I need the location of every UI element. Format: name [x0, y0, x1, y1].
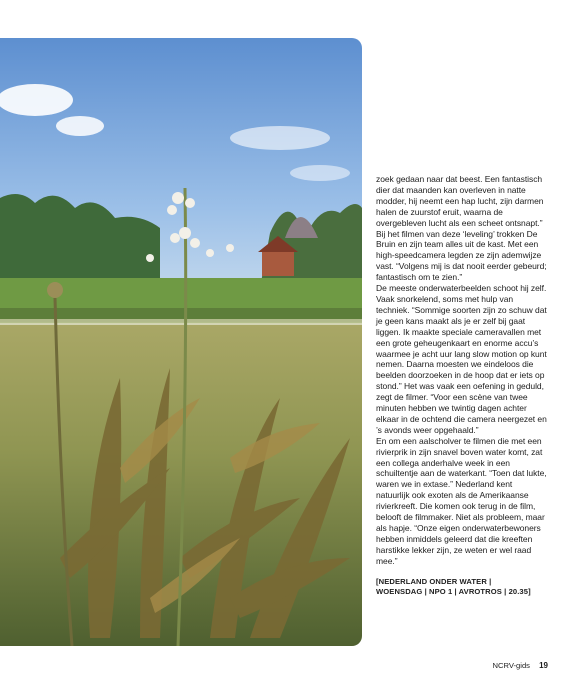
article-paragraph: De meeste onderwaterbeelden schoot hij zelf. Vaak snorkelend, soms met hulp van techniek. “Sommige soorten zijn zo schuw dat je geen kans maakt als je er zelf bij gaat liggen. Ik maakte speciale cameravallen met een grote geheugenkaart en enorme accu’s waarmee je acht uur lang slow motion op kunt nemen. Daarna moesten we eindeloos die beelden doorzoeken in de hoop dat er iets op stond.” Het was vaak een oefening in geduld, zegt de filmer. “Voor een scène van twee minuten hebben we twintig dagen achter elkaar in de ochtend die camera neergezet en ’s avonds weer opgehaald.” — [376, 283, 547, 435]
article-paragraph: zoek gedaan naar dat beest. Een fantastisch dier dat maanden kan overleven in natte modder, hij neemt een hap lucht, zijn darmen halen de zuurstof eruit, waarna de overgebleven lucht als een scheet ontsnapt.” Bij het filmen van deze ‘leveling’ trokken De Bruin en zijn team alles uit de kast. Met een high-speedcamera legden ze zijn ademwijze vast. “Volgens mij is dat nooit eerder gebeurd; fantastisch om te zien.” — [376, 174, 547, 283]
page-number: 19 — [539, 661, 548, 670]
photo-water-plants — [0, 38, 362, 646]
page-footer — [493, 661, 548, 670]
publication-name: NCRV-gids — [492, 661, 530, 670]
article-paragraph: En om een aalscholver te filmen die met een rivierprik in zijn snavel boven water komt, zat een collega anderhalve week in een schuiltentje aan de waterkant. “Toen dat lukte, waren we in extase.” Nederland kent natuurlijk ook exoten als de Amerikaanse rivierkreeft. Die komen ook terug in de film, belooft de filmmaker. Niet als probleem, maar als hapje. “Onze eigen onderwaterbewoners hebben inmiddels geleerd dat die kreeften harstikke lekker zijn, ze weten er wel raad mee.” — [376, 435, 547, 566]
credit-line: WOENSDAG | NPO 1 | AVROTROS | 20.35] — [376, 587, 531, 597]
article-column — [376, 174, 548, 598]
broadcast-credit — [376, 577, 548, 598]
credit-line: [NEDERLAND ONDER WATER | — [376, 576, 492, 586]
